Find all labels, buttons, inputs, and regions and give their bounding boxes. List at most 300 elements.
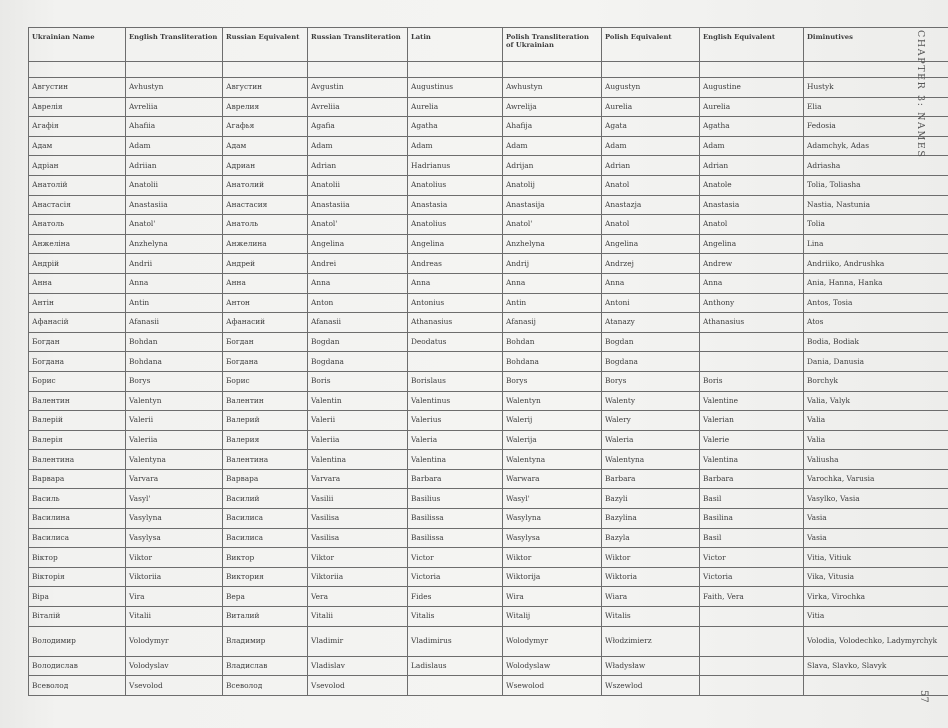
table-cell: Adam (126, 136, 223, 156)
table-cell: Virka, Virochka (804, 587, 948, 607)
table-row (29, 156, 948, 176)
table-cell: Valeriia (308, 430, 408, 450)
table-cell: Antos, Tosia (804, 293, 948, 313)
table-cell: Andriiko, Andrushka (804, 254, 948, 274)
table-cell: Andreas (408, 254, 503, 274)
table-cell: Agata (602, 117, 700, 137)
table-row (29, 676, 948, 696)
column-header: Diminutives (804, 28, 948, 62)
table-cell: Vasilii (308, 489, 408, 509)
table-cell: Anatolii (126, 175, 223, 195)
table-cell: Богдана (29, 352, 126, 372)
table-cell: Valentyna (126, 450, 223, 470)
table-cell: Andrij (503, 254, 602, 274)
table-cell: Adrijan (503, 156, 602, 176)
table-cell: Августин (29, 78, 126, 98)
table-cell: Witalij (503, 607, 602, 627)
table-cell: Adam (308, 136, 408, 156)
table-cell: Анна (223, 273, 308, 293)
table-cell: Valeriia (126, 430, 223, 450)
table-cell: Anzhelyna (126, 234, 223, 254)
table-cell: Bohdan (503, 332, 602, 352)
table-cell: Anatol (602, 175, 700, 195)
table-cell: Wiktorija (503, 567, 602, 587)
table-cell: Агафья (223, 117, 308, 137)
table-cell: Vasylysa (126, 528, 223, 548)
table-row (29, 509, 948, 529)
table-cell: Anna (503, 273, 602, 293)
table-header-row (29, 28, 948, 62)
table-cell: Valentin (308, 391, 408, 411)
table-row (29, 234, 948, 254)
table-cell: Adam (602, 136, 700, 156)
table-cell: Анатолий (223, 175, 308, 195)
table-cell: Walentyn (503, 391, 602, 411)
table-cell: Władysław (602, 656, 700, 676)
table-cell: Borislaus (408, 371, 503, 391)
table-cell: Valerie (700, 430, 804, 450)
table-cell: Bohdan (126, 332, 223, 352)
table-cell: Hustyk (804, 78, 948, 98)
table-cell: Aurelia (408, 97, 503, 117)
table-cell: Wolodymyr (503, 626, 602, 656)
table-cell: Borys (503, 371, 602, 391)
column-header: Russian Equivalent (223, 28, 308, 62)
table-cell: Василиса (29, 528, 126, 548)
table-row (29, 78, 948, 98)
table-cell: Василиса (223, 528, 308, 548)
table-cell: Witalis (602, 607, 700, 627)
table-cell: Varochka, Varusia (804, 469, 948, 489)
table-cell: Валентина (223, 450, 308, 470)
table-cell: Vitalii (308, 607, 408, 627)
table-cell: Антон (223, 293, 308, 313)
table-cell: Borys (126, 371, 223, 391)
table-cell: Wasylyna (503, 509, 602, 529)
table-cell: Boris (308, 371, 408, 391)
table-cell: Anna (700, 273, 804, 293)
table-cell: Athanasius (408, 313, 503, 333)
table-cell: Vladimirus (408, 626, 503, 656)
table-row (29, 371, 948, 391)
table-cell (408, 676, 503, 696)
page-number: 57 (918, 690, 929, 703)
table-cell: Afanasii (126, 313, 223, 333)
table-cell: Валерій (29, 411, 126, 431)
table-cell: Dania, Danusia (804, 352, 948, 372)
table-row (29, 313, 948, 333)
table-body (29, 62, 948, 696)
table-cell: Afanasij (503, 313, 602, 333)
table-row (29, 273, 948, 293)
table-cell: Borys (602, 371, 700, 391)
table-cell: Анастасія (29, 195, 126, 215)
table-cell: Анатоль (29, 215, 126, 235)
table-cell: Vira (126, 587, 223, 607)
table-cell: Wiktor (503, 548, 602, 568)
table-cell: Augustyn (602, 78, 700, 98)
table-cell: Anastasiia (308, 195, 408, 215)
table-cell: Vitalii (126, 607, 223, 627)
table-cell: Valentina (308, 450, 408, 470)
table-row (29, 293, 948, 313)
table-cell: Tolia, Toliasha (804, 175, 948, 195)
table-row (29, 195, 948, 215)
table-cell: Afanasii (308, 313, 408, 333)
table-row (29, 352, 948, 372)
table-cell: Borchyk (804, 371, 948, 391)
table-cell (700, 656, 804, 676)
table-cell: Avreliia (308, 97, 408, 117)
running-head: CHAPTER 3: NAMES (915, 30, 926, 159)
table-cell: Włodzimierz (602, 626, 700, 656)
table-cell: Vladimir (308, 626, 408, 656)
table-cell: Адам (29, 136, 126, 156)
table-cell: Andrew (700, 254, 804, 274)
table-cell: Avreliia (126, 97, 223, 117)
column-header: Ukrainian Name (29, 28, 126, 62)
table-cell: Anatolius (408, 215, 503, 235)
table-cell: Basilissa (408, 509, 503, 529)
table-cell: Bazyla (602, 528, 700, 548)
table-cell: Valeria (408, 430, 503, 450)
table-cell: Valentine (700, 391, 804, 411)
table-cell: Валентин (29, 391, 126, 411)
table-cell: Athanasius (700, 313, 804, 333)
table-row (29, 97, 948, 117)
table-cell: Valerius (408, 411, 503, 431)
table-cell: Богдан (29, 332, 126, 352)
table-cell: Anastasiia (126, 195, 223, 215)
table-cell: Віра (29, 587, 126, 607)
table-cell: Vasilisa (308, 509, 408, 529)
table-row (29, 391, 948, 411)
table-cell: Andrzej (602, 254, 700, 274)
table-cell: Angelina (700, 234, 804, 254)
table-cell: Anastasija (503, 195, 602, 215)
table-cell: Avgustin (308, 78, 408, 98)
table-cell: Vasylyna (126, 509, 223, 529)
table-cell: Ahafija (503, 117, 602, 137)
table-cell: Elia (804, 97, 948, 117)
table-cell (700, 332, 804, 352)
table-cell: Vasia (804, 509, 948, 529)
table-cell: Volodyslav (126, 656, 223, 676)
table-cell: Adriian (126, 156, 223, 176)
table-cell: Bazylina (602, 509, 700, 529)
table-row (29, 332, 948, 352)
table-cell: Vasia (804, 528, 948, 548)
table-cell: Walery (602, 411, 700, 431)
table-cell: Агафія (29, 117, 126, 137)
table-cell: Bohdana (503, 352, 602, 372)
table-cell: Basil (700, 528, 804, 548)
table-cell: Anatol' (503, 215, 602, 235)
table-cell: Anna (126, 273, 223, 293)
table-cell: Viktoriia (126, 567, 223, 587)
table-cell: Віктор (29, 548, 126, 568)
table-cell: Valerii (126, 411, 223, 431)
table-cell: Valia (804, 430, 948, 450)
table-cell: Анна (29, 273, 126, 293)
table-cell (700, 607, 804, 627)
table-cell: Lina (804, 234, 948, 254)
column-header: Polish Transliteration of Ukrainian (503, 28, 602, 62)
table-cell: Antonius (408, 293, 503, 313)
table-cell: Wira (503, 587, 602, 607)
table-cell: Wiktor (602, 548, 700, 568)
table-cell: Agatha (700, 117, 804, 137)
table-cell: Адам (223, 136, 308, 156)
table-cell: Anatol (700, 215, 804, 235)
table-cell: Barbara (602, 469, 700, 489)
table-cell: Agafia (308, 117, 408, 137)
table-cell: Fedosia (804, 117, 948, 137)
table-cell: Viktor (308, 548, 408, 568)
table-cell: Bohdana (126, 352, 223, 372)
table-row (29, 450, 948, 470)
table-cell: Адриан (223, 156, 308, 176)
table-cell: Vasilisa (308, 528, 408, 548)
table-cell: Vitia, Vitiuk (804, 548, 948, 568)
table-cell: Виктория (223, 567, 308, 587)
table-cell: Angelina (602, 234, 700, 254)
table-cell: Wiktoria (602, 567, 700, 587)
table-cell: Slava, Slavko, Slavyk (804, 656, 948, 676)
table-cell: Victor (700, 548, 804, 568)
table-cell: Варвара (29, 469, 126, 489)
table-cell: Anthony (700, 293, 804, 313)
table-cell: Walerija (503, 430, 602, 450)
table-cell: Vika, Vitusia (804, 567, 948, 587)
table-cell (700, 626, 804, 656)
table-cell: Basil (700, 489, 804, 509)
table-cell: Bodia, Bodiak (804, 332, 948, 352)
table-cell: Ahafiia (126, 117, 223, 137)
table-cell: Atos (804, 313, 948, 333)
table-cell: Аврелія (29, 97, 126, 117)
table-row (29, 430, 948, 450)
table-cell: Anatol (602, 215, 700, 235)
table-cell: Adam (503, 136, 602, 156)
table-cell: Basilissa (408, 528, 503, 548)
table-cell: Wsewolod (503, 676, 602, 696)
table-row (29, 136, 948, 156)
table-cell: Bazyli (602, 489, 700, 509)
table-cell: Viktoriia (308, 567, 408, 587)
table-cell: Valerii (308, 411, 408, 431)
table-cell: Bogdana (602, 352, 700, 372)
table-cell: Андрій (29, 254, 126, 274)
table-cell: Vitia (804, 607, 948, 627)
table-cell: Василина (29, 509, 126, 529)
table-row (29, 117, 948, 137)
table-cell: Vitalis (408, 607, 503, 627)
table-cell: Вікторія (29, 567, 126, 587)
table-cell: Valentyn (126, 391, 223, 411)
table-cell (408, 352, 503, 372)
table-cell: Anatolius (408, 175, 503, 195)
table-cell: Valentina (408, 450, 503, 470)
table-cell: Adam (700, 136, 804, 156)
table-cell: Афанасий (223, 313, 308, 333)
table-cell: Anna (602, 273, 700, 293)
table-cell: Володислав (29, 656, 126, 676)
column-header: Latin (408, 28, 503, 62)
table-cell: Андрей (223, 254, 308, 274)
table-row (29, 215, 948, 235)
table-cell: Basilina (700, 509, 804, 529)
table-cell: Volodia, Volodechko, Ladymyrchyk (804, 626, 948, 656)
table-cell: Anatolii (308, 175, 408, 195)
table-cell: Anastasia (700, 195, 804, 215)
table-cell: Володимир (29, 626, 126, 656)
table-cell: Barbara (408, 469, 503, 489)
table-cell: Віталій (29, 607, 126, 627)
table-cell: Анатоль (223, 215, 308, 235)
table-cell: Wszewlod (602, 676, 700, 696)
table-cell: Anton (308, 293, 408, 313)
table-spacer-row (29, 62, 948, 78)
table-cell: Adrian (308, 156, 408, 176)
table-cell: Aurelia (602, 97, 700, 117)
table-cell: Anastazja (602, 195, 700, 215)
table-cell: Walentyna (602, 450, 700, 470)
table-row (29, 489, 948, 509)
table-cell: Богдан (223, 332, 308, 352)
table-cell: Agatha (408, 117, 503, 137)
table-cell: Vladislav (308, 656, 408, 676)
column-header: English Transliteration (126, 28, 223, 62)
table-row (29, 548, 948, 568)
table-cell: Walerij (503, 411, 602, 431)
table-cell: Anatole (700, 175, 804, 195)
table-cell: Wasyl' (503, 489, 602, 509)
table-cell: Faith, Vera (700, 587, 804, 607)
table-cell: Varvara (308, 469, 408, 489)
table-cell: Wiara (602, 587, 700, 607)
table-row (29, 567, 948, 587)
table-cell: Nastia, Nastunia (804, 195, 948, 215)
table-cell: Walenty (602, 391, 700, 411)
table-cell: Antin (503, 293, 602, 313)
table-cell: Antin (126, 293, 223, 313)
table-cell: Адріан (29, 156, 126, 176)
table-cell: Всеволод (29, 676, 126, 696)
table-cell: Vsevolod (308, 676, 408, 696)
table-cell: Василий (223, 489, 308, 509)
table-cell: Adam (408, 136, 503, 156)
table-row (29, 411, 948, 431)
table-cell: Вера (223, 587, 308, 607)
table-cell: Борис (29, 371, 126, 391)
table-cell: Viktor (126, 548, 223, 568)
table-cell: Bogdan (308, 332, 408, 352)
table-row (29, 254, 948, 274)
table-row (29, 607, 948, 627)
table-cell: Валерия (223, 430, 308, 450)
table-cell: Barbara (700, 469, 804, 489)
table-cell: Анатолій (29, 175, 126, 195)
table-cell: Василь (29, 489, 126, 509)
table-cell: Valentinus (408, 391, 503, 411)
table-cell: Augustine (700, 78, 804, 98)
table-cell: Adrian (602, 156, 700, 176)
table-cell: Варвара (223, 469, 308, 489)
table-cell: Анжеліна (29, 234, 126, 254)
table-row (29, 587, 948, 607)
table-cell: Valia, Valyk (804, 391, 948, 411)
table-cell: Wasylysa (503, 528, 602, 548)
names-table (28, 27, 948, 696)
table-row (29, 175, 948, 195)
table-cell: Всеволод (223, 676, 308, 696)
table-cell: Andrii (126, 254, 223, 274)
table-cell: Victor (408, 548, 503, 568)
table-cell: Ladislaus (408, 656, 503, 676)
table-cell: Анжелина (223, 234, 308, 254)
table-cell: Борис (223, 371, 308, 391)
column-header: Russian Transliteration (308, 28, 408, 62)
table-cell: Adamchyk, Adas (804, 136, 948, 156)
table-cell: Аврелия (223, 97, 308, 117)
table-cell: Anastasia (408, 195, 503, 215)
table-cell: Aurelia (700, 97, 804, 117)
column-header: English Equivalent (700, 28, 804, 62)
table-cell (700, 352, 804, 372)
table-cell: Valentina (700, 450, 804, 470)
table-cell: Boris (700, 371, 804, 391)
table-cell: Владимир (223, 626, 308, 656)
table-cell: Vera (308, 587, 408, 607)
table-cell: Афанасій (29, 313, 126, 333)
table-cell: Анастасия (223, 195, 308, 215)
table-cell: Andrei (308, 254, 408, 274)
table-cell: Waleria (602, 430, 700, 450)
table-cell: Avhustyn (126, 78, 223, 98)
table-cell: Basilius (408, 489, 503, 509)
table-cell: Bogdan (602, 332, 700, 352)
table-row (29, 656, 948, 676)
table-row (29, 528, 948, 548)
table-cell: Awhustyn (503, 78, 602, 98)
table-cell: Антін (29, 293, 126, 313)
table-cell: Anna (308, 273, 408, 293)
table-cell: Василиса (223, 509, 308, 529)
table-row (29, 469, 948, 489)
table-cell: Anzhelyna (503, 234, 602, 254)
table-cell: Atanazy (602, 313, 700, 333)
table-cell: Августин (223, 78, 308, 98)
table-cell: Adriasha (804, 156, 948, 176)
table-cell: Виталий (223, 607, 308, 627)
table-cell: Warwara (503, 469, 602, 489)
table-cell: Angelina (308, 234, 408, 254)
table-cell: Volodymyr (126, 626, 223, 656)
table-cell: Anatol' (126, 215, 223, 235)
table-cell: Hadrianus (408, 156, 503, 176)
table-cell: Валерий (223, 411, 308, 431)
table-cell: Awrelija (503, 97, 602, 117)
table-cell: Victoria (700, 567, 804, 587)
table-cell: Adrian (700, 156, 804, 176)
table-cell: Владислав (223, 656, 308, 676)
table-cell: Victoria (408, 567, 503, 587)
table-cell: Валерія (29, 430, 126, 450)
table-cell: Bogdana (308, 352, 408, 372)
table-cell: Anatol' (308, 215, 408, 235)
table-cell: Deodatus (408, 332, 503, 352)
